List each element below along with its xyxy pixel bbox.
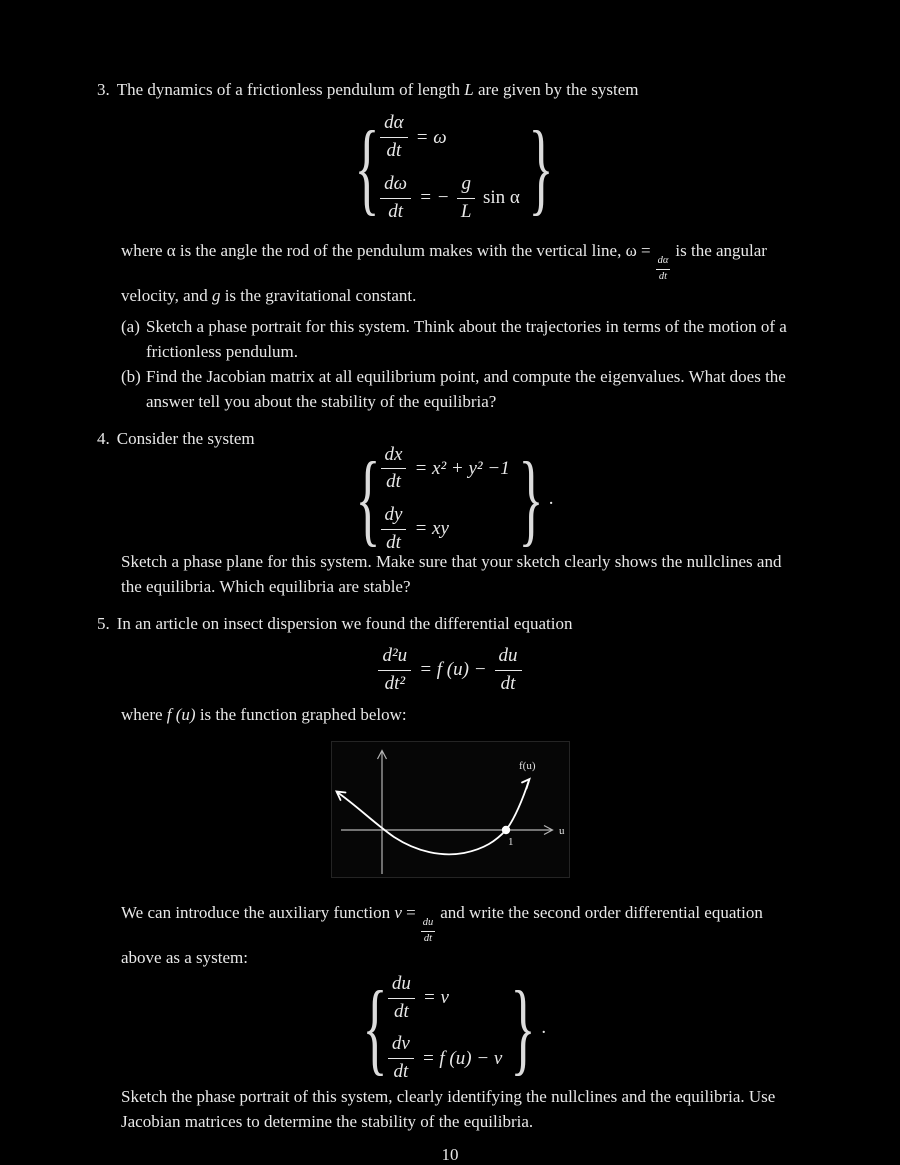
fraction-du-dt: $\frac{du}{dt}$ — [495, 645, 522, 696]
equation-dalpha-dt — [380, 112, 446, 163]
equation-domega-dt — [380, 173, 520, 224]
var-g: g — [211, 286, 221, 306]
problem5-aux-line1: We can introduce the auxiliary function v = $\frac{du}{dt}$ and write the second order differential equation — [121, 903, 763, 944]
item-b-label: (b) — [121, 367, 141, 387]
problem3-heading — [97, 77, 900, 102]
right-brace: } — [510, 970, 536, 1086]
item-a-label: (a) — [121, 317, 140, 337]
rhs-x2-y2: = x² + y² −1 — [414, 457, 510, 479]
u-axis-label: u — [559, 825, 565, 838]
equation-period: . — [541, 1017, 547, 1039]
fraction-dy-dt: $\frac{dy}{dt}$ — [381, 504, 407, 555]
var-L: L — [464, 80, 474, 99]
problem4-system-equation — [0, 441, 900, 557]
x-axis — [341, 826, 553, 835]
left-brace: { — [362, 970, 388, 1086]
problem5-outro-line2: Jacobian matrices to determine the stability of the equilibria. — [121, 1112, 534, 1132]
y-axis — [378, 751, 387, 875]
rhs-fu-minus-v: = f (u) − v — [421, 1047, 503, 1069]
fraction-dx-dt: $\frac{dx}{dt}$ — [381, 444, 407, 495]
problem5-outro-line1: Sketch the phase portrait of this system, clearly identifying the nullclines and the equilibria. Use — [121, 1087, 776, 1107]
equals-minus: = − — [419, 187, 450, 209]
equals-fu-minus: = f (u) − — [419, 659, 487, 681]
fraction-g-L: $\frac{g}{L}$ — [457, 173, 475, 224]
left-brace: { — [355, 441, 380, 557]
problem5-title-text: In an article on insect dispersion we found the differential equation — [116, 614, 573, 634]
problem5-system-equation — [0, 970, 900, 1086]
problem4-title-text: Consider the system — [116, 429, 255, 449]
var-v: v — [394, 903, 402, 923]
problem3-number: 3. — [97, 80, 110, 99]
fraction-domega-dt: $\frac{d\omega}{dt}$ — [380, 173, 411, 224]
rhs-xy: = xy — [414, 518, 449, 540]
rhs-omega: = ω — [415, 126, 447, 148]
aux-equals: = — [406, 903, 416, 923]
problem4-outro-line1: Sketch a phase plane for this system. Make sure that your sketch clearly shows the nullclines and — [121, 552, 782, 572]
right-brace: } — [528, 110, 554, 225]
left-brace: { — [354, 110, 380, 225]
pendulum-system-body — [380, 112, 520, 223]
fu-graph-svg — [332, 742, 569, 877]
problem3-title-text: The dynamics of a frictionless pendulum of length — [116, 80, 465, 99]
fraction-dalpha-dt: $\frac{d\alpha}{dt}$ — [380, 112, 407, 163]
problem5-number: 5. — [97, 614, 110, 634]
fraction-dv-dt: $\frac{dv}{dt}$ — [388, 1033, 414, 1084]
rhs-v: = v — [422, 987, 449, 1009]
problem3-item-a-line2: frictionless pendulum. — [146, 342, 299, 362]
insect-dispersion-equation — [0, 646, 900, 694]
equation-period: . — [548, 488, 554, 510]
sin-alpha: sin α — [482, 187, 520, 209]
problem3-item-b-line2: answer tell you about the stability of the equilibria? — [146, 392, 497, 412]
fu-curve — [337, 779, 530, 854]
root-dot — [502, 826, 510, 834]
equation-du-dt — [388, 973, 449, 1024]
problem5-aux-line2: above as a system: — [121, 948, 248, 968]
equation-dv-dt — [388, 1033, 502, 1084]
pendulum-system-equation — [0, 110, 900, 225]
inline-fraction-dalpha-dt: $\frac{d\alpha}{dt}$ — [657, 255, 669, 282]
fu-graph — [331, 741, 570, 878]
problem3-title-rest: are given by the system — [473, 80, 639, 99]
problem3-item-b-line1: (b) Find the Jacobian matrix at all equilibrium point, and compute the eigenvalues. What does the — [121, 364, 900, 389]
problem4-system-body — [381, 444, 510, 555]
fraction-d2u-dt2: $\frac{\text{d²u}}{\text{dt²}}$ — [378, 645, 411, 696]
problem3-item-a-line1: (a) Sketch a phase portrait for this system. Think about the trajectories in terms of the motion of a — [121, 314, 900, 339]
equation-dx-dt — [381, 444, 510, 495]
problem4-outro-line2: the equilibria. Which equilibria are stable? — [121, 577, 411, 597]
root-tick-label: 1 — [508, 836, 514, 849]
inline-fraction-du-dt: $\frac{du}{dt}$ — [422, 917, 434, 944]
curve-label: f(u) — [519, 760, 536, 773]
fu-inline: f (u) — [166, 705, 196, 725]
problem5-heading — [97, 611, 900, 636]
page-number: 10 — [441, 1145, 459, 1165]
right-brace: } — [518, 441, 544, 557]
problem5-system-body — [388, 973, 502, 1084]
problem4-number: 4. — [97, 429, 110, 449]
fraction-du-dt: $\frac{du}{dt}$ — [388, 973, 415, 1024]
problem3-where-line1: where α is the angle the rod of the pendulum makes with the vertical line, ω = $\frac{d\alpha}{dt}$ is the angular — [121, 241, 767, 282]
problem5-graph-intro: where f (u) is the function graphed below: — [121, 705, 407, 725]
problem3-where-line2: velocity, and g is the gravitational constant. — [121, 286, 417, 306]
equation-dy-dt — [381, 504, 449, 555]
